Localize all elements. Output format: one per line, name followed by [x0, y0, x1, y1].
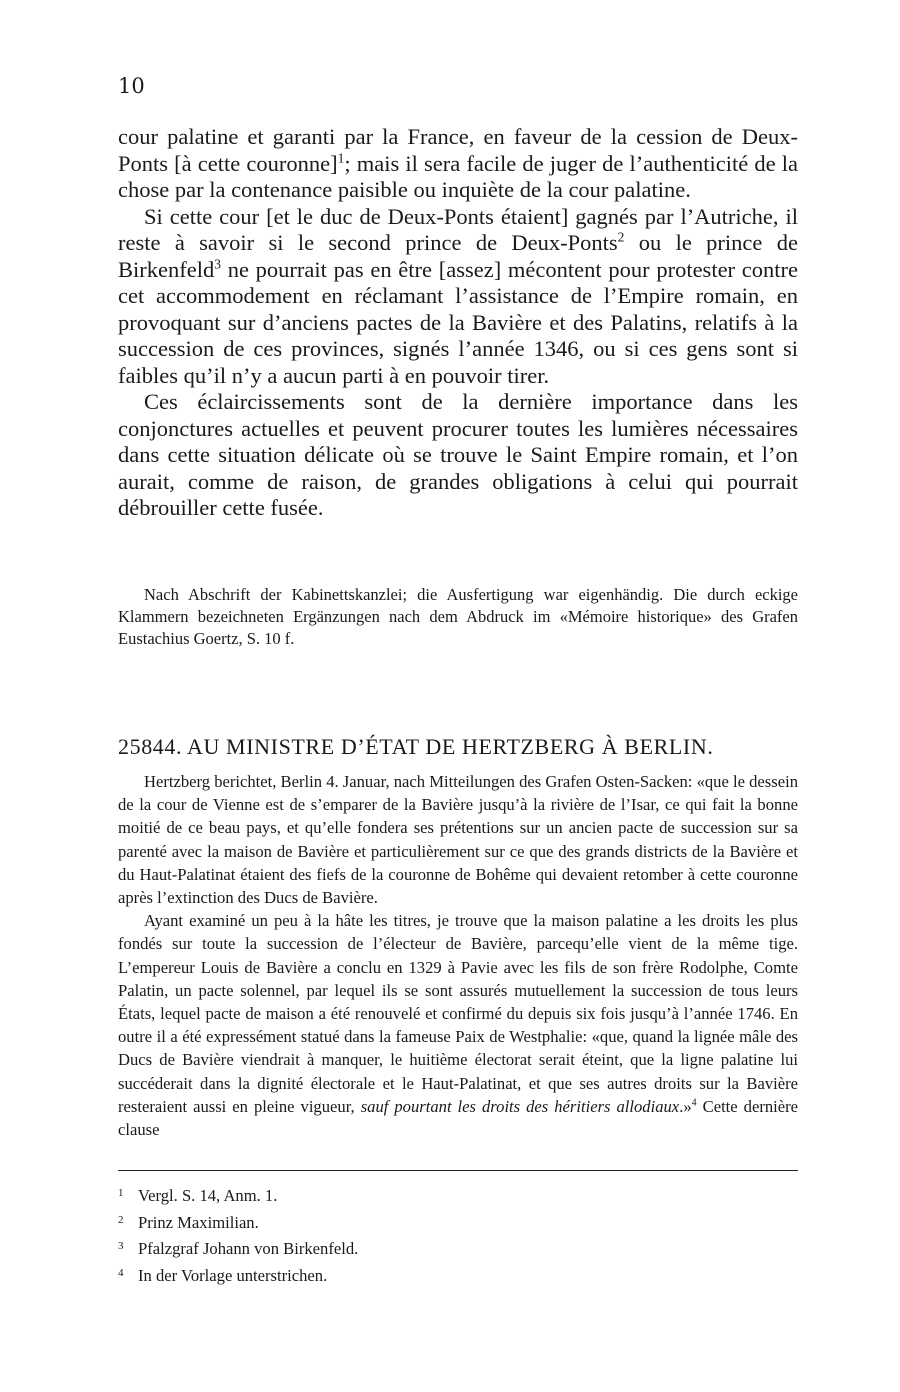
footnote-number: 1: [118, 1187, 124, 1199]
footnote-number: 3: [118, 1240, 124, 1252]
footnote-text: Prinz Maximilian.: [138, 1212, 259, 1232]
paragraph-2-text-a: Si cette cour [et le duc de Deux-Ponts étaient] gagnés par l’Autriche, il reste à savoir si le second prince de Deux-Ponts: [118, 203, 798, 255]
letter-italic-text: sauf pourtant les droits des héritiers allodiaux: [360, 1096, 680, 1116]
footnote: [118, 1183, 798, 1210]
footnote-ref-2: 2: [617, 229, 625, 245]
letter-body: [118, 770, 798, 1141]
letter-text-b: .»: [679, 1096, 692, 1116]
page-number: 10: [118, 74, 145, 98]
footnote: [118, 1210, 798, 1237]
footnote-ref-1: 1: [337, 150, 345, 165]
paragraph-1-text: cour palatine et garanti par la France, en faveur de la cession de Deux-Ponts [à cette couronne]: [118, 124, 798, 176]
paragraph-1-rest: ; mais il sera facile de juger de l’authenticité de la chose par la contenance paisible ou inquiète de la cour palatine.: [118, 150, 798, 202]
footnote: [118, 1236, 798, 1263]
paragraph-2-text-c: ne pourrait pas en être [assez] mécontent pour protester contre cet accommodement en réclamant l’assistance de l’Empire romain, en provoquant sur d’anciens pactes de la Bavière et des Palatins, relatifs à la succession de ces provinces, signés l’année 1346, ou si ces gens sont si faibles qu’il n’y a aucun parti à en pouvoir tirer.: [118, 256, 798, 388]
paragraph-1: [118, 124, 798, 204]
letter-paragraph: [118, 909, 798, 1141]
source-note: Nach Abschrift der Kabinettskanzlei; die Ausfertigung war eigenhändig. Die durch eckige Klammern bezeichneten Ergänzungen nach dem Abdruck im «Mémoire historique» des Grafen Eustachius Goertz, S. 10 f.: [118, 585, 798, 648]
footnote-number: 2: [118, 1213, 124, 1226]
footnote-number: 4: [118, 1266, 124, 1279]
footnote-text: In der Vorlage unterstrichen.: [138, 1265, 328, 1285]
letter-heading: 25844. AU MINISTRE D’ÉTAT DE HERTZBERG À BERLIN.: [118, 734, 714, 759]
main-text: [118, 124, 798, 522]
paragraph-2: [118, 204, 798, 390]
letter-text-c: Cette dernière clause: [118, 1096, 799, 1140]
footnote-divider: [118, 1170, 798, 1171]
letter-summary: Hertzberg berichtet, Berlin 4. Januar, nach Mitteilungen des Grafen Osten-Sacken: «que le dessein de la cour de Vienne est de s’emparer de la Bavière jusqu’à la rivière de l’Isar, ce qui fait la bonne moitié de ce beau pays, et qu’elle fondera ses prétentions sur un ancien pacte de succession sur sa parenté avec la maison de Bavière et particulièrement sur ce que des grands districts de la Bavière et du Haut-Palatinat étaient des fiefs de la couronne de Bohême qui devaient retomber à cette couronne après l’extinction des Ducs de Bavière.: [118, 772, 798, 908]
footnotes: [118, 1183, 798, 1289]
footnote: [118, 1263, 798, 1290]
paragraph-2-text-b: ou le prince de Birkenfeld: [118, 230, 798, 282]
letter-text-a: Ayant examiné un peu à la hâte les titres, je trouve que la maison palatine a les droits les plus fondés sur toute la succession de l’électeur de Bavière, parcequ’elle vient de la même tige. L’empereur Louis de Bavière a conclu en 1329 à Pavie avec les fils de son frère Rodolphe, Comte Palatin, un pacte solennel, par lequel ils se sont assurés mutuellement la succession de tous leurs États, lequel pacte de maison a été renouvelé et confirmé du depuis six fois jusqu’à l’année 1746. En outre il a été expressément statué dans la fameuse Paix de Westphalie: «que, quand la lignée mâle des Ducs de Bavière viendrait à manquer, le huitième électorat serait éteint, que la ligne palatine lui succéderait dans la dignité électorale et le Haut-Palatinat, et que ses autres droits sur la Bavière resteraient aussi en pleine vigueur,: [118, 911, 798, 1116]
paragraph-3: Ces éclaircissements sont de la dernière importance dans les conjonctures actuelles et peuvent procurer toutes les lumières nécessaires dans cette situation délicate où se trouve le Saint Empire romain, et l’on aurait, comme de raison, de grandes obligations à celui qui pourrait débrouiller cette fusée.: [118, 389, 798, 520]
footnote-ref-4: 4: [691, 1097, 697, 1109]
footnote-text: Vergl. S. 14, Anm. 1.: [138, 1186, 278, 1205]
footnote-ref-3: 3: [214, 256, 221, 271]
footnote-text: Pfalzgraf Johann von Birkenfeld.: [138, 1239, 359, 1258]
